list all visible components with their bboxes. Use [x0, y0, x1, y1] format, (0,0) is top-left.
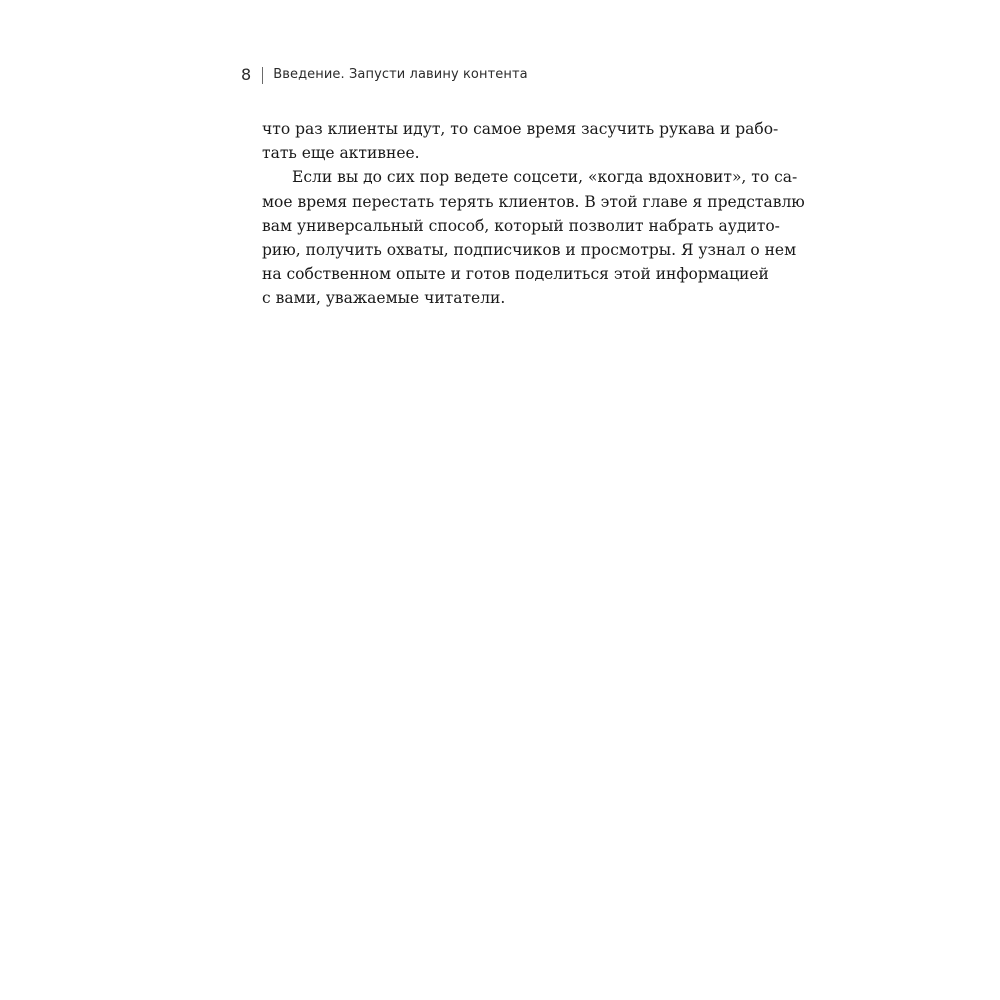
text-line: мое время перестать терять клиентов. В этой главе я представлю [262, 192, 805, 211]
chapter-title: Введение. Запусти лавину контента [273, 67, 528, 82]
body-text [262, 117, 805, 311]
text-line: тать еще активнее. [262, 144, 420, 163]
text-line: рию, получить охваты, подписчиков и просмотры. Я узнал о нем [262, 241, 797, 260]
running-head [241, 64, 528, 86]
text-line: что раз клиенты идут, то самое время засучить рукава и рабо- [262, 120, 779, 138]
text-line: вам универсальный способ, который позволит набрать аудито- [262, 216, 780, 235]
text-line: Если вы до сих пор ведете соцсети, «когда вдохновит», то са- [292, 168, 798, 187]
text-line: на собственном опыте и готов поделиться этой информацией [262, 265, 769, 284]
page-number: 8 [241, 65, 252, 84]
header-divider [262, 67, 263, 84]
text-line: с вами, уважаемые читатели. [262, 289, 506, 308]
